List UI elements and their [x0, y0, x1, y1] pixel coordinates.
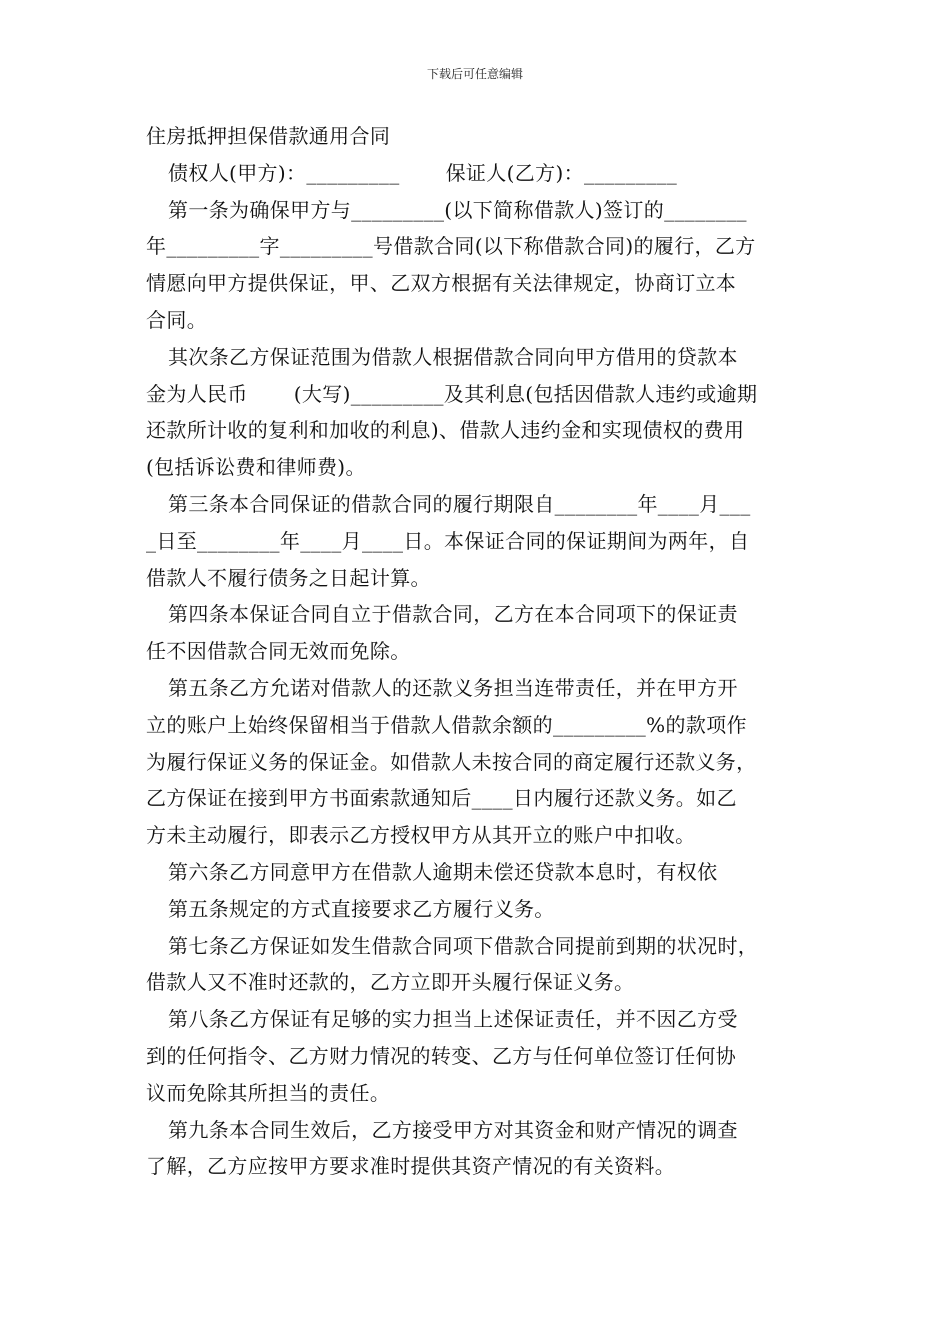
article-3-line-3: 借款人不履行债务之日起计算。 — [146, 565, 431, 590]
article-9-line-2: 了解，乙方应按甲方要求准时提供其资产情况的有关资料。 — [146, 1154, 676, 1179]
article-6-line-1: 第六条乙方同意甲方在借款人逾期未偿还贷款本息时，有权依 — [168, 859, 718, 884]
article-2-line-1: 其次条乙方保证范围为借款人根据借款合同向甲方借用的贷款本 — [168, 344, 738, 369]
contract-title: 住房抵押担保借款通用合同 — [146, 124, 391, 148]
article-5-line-2: 立的账户上始终保留相当于借款人借款余额的_________%的款项作 — [146, 712, 747, 737]
article-2-line-3: 还款所计收的复利和加收的利息)、借款人违约金和实现债权的费用 — [146, 418, 745, 443]
article-1-line-4: 合同。 — [146, 307, 208, 332]
article-2-line-4: (包括诉讼费和律师费)。 — [146, 455, 366, 480]
article-1-line-3: 情愿向甲方提供保证，甲、乙双方根据有关法律规定，协商订立本 — [146, 271, 737, 296]
page-header-note: 下载后可任意编辑 — [426, 67, 523, 81]
article-2-currency: 金为人民币 — [146, 381, 248, 406]
article-4-line-1: 第四条本保证合同自立于借款合同，乙方在本合同项下的保证责 — [168, 602, 738, 627]
article-6-line-2: 第五条规定的方式直接要求乙方履行义务。 — [168, 896, 555, 921]
article-2-amount: (大写)_________及其利息(包括因借款人违约或逾期 — [293, 381, 758, 406]
article-7-line-2: 借款人又不准时还款的，乙方立即开头履行保证义务。 — [146, 970, 635, 995]
creditor-field: 债权人(甲方)：_________ — [168, 160, 400, 185]
article-1-line-2: 年_________字_________号借款合同(以下称借款合同)的履行，乙方 — [146, 234, 756, 259]
article-4-line-2: 任不因借款合同无效而免除。 — [146, 639, 411, 664]
article-5-line-5: 方未主动履行，即表示乙方授权甲方从其开立的账户中扣收。 — [146, 823, 696, 848]
article-8-line-1: 第八条乙方保证有足够的实力担当上述保证责任，并不因乙方受 — [168, 1007, 738, 1032]
article-8-line-3: 议而免除其所担当的责任。 — [146, 1080, 391, 1105]
article-2-line-2 — [146, 376, 810, 413]
article-8-line-2: 到的任何指令、乙方财力情况的转变、乙方与任何单位签订任何协 — [146, 1043, 737, 1068]
article-5-line-3: 为履行保证义务的保证金。如借款人未按合同的商定履行还款义务， — [146, 749, 757, 774]
contract-body — [146, 118, 810, 1185]
guarantor-field: 保证人(乙方)：_________ — [445, 160, 678, 185]
article-3-line-2: _日至________年____月____日。本保证合同的保证期间为两年，自 — [146, 528, 750, 553]
article-1-line-1: 第一条为确保甲方与_________(以下简称借款人)签订的________ — [168, 197, 747, 222]
article-5-line-1: 第五条乙方允诺对借款人的还款义务担当连带责任，并在甲方开 — [168, 675, 738, 700]
article-3-line-1: 第三条本合同保证的借款合同的履行期限自________年____月___ — [168, 491, 751, 516]
article-5-line-4: 乙方保证在接到甲方书面索款通知后____日内履行还款义务。如乙 — [146, 786, 737, 811]
article-9-line-1: 第九条本合同生效后，乙方接受甲方对其资金和财产情况的调查 — [168, 1117, 738, 1142]
parties-line — [146, 155, 810, 192]
article-7-line-1: 第七条乙方保证如发生借款合同项下借款合同提前到期的状况时， — [168, 933, 759, 958]
